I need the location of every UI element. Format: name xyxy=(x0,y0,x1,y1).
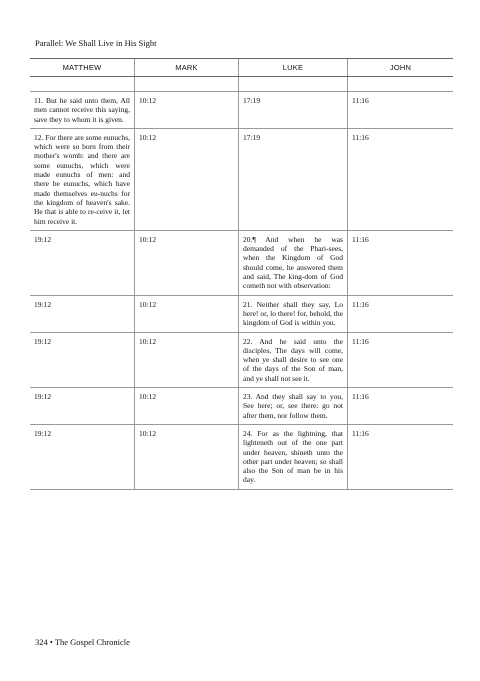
table-row xyxy=(30,332,453,387)
table-row xyxy=(30,128,453,230)
john-cell: 11:16 xyxy=(348,230,454,295)
luke-cell: 20.¶ And when he was demanded of the Phari-sees, when the Kingdom of God should come, he answered them and said, The king-dom of God cometh not with observation: xyxy=(239,230,348,295)
mark-cell: 10:12 xyxy=(135,230,239,295)
column-header-row xyxy=(30,59,453,77)
mark-cell: 10:12 xyxy=(135,92,239,129)
table-row xyxy=(30,92,453,129)
matthew-cell: 19:12 xyxy=(30,295,135,332)
parallel-table xyxy=(30,58,453,490)
luke-cell: 17:19 xyxy=(239,92,348,129)
matthew-cell: 12. For there are some eunuchs, which were so born from their mother's womb: and there are some eunuchs, which were made eunuchs of men: and there be eunuchs, which have made themselves eu-nuchs for the kingdom of heaven's sake. He that is able to re-ceive it, let him receive it. xyxy=(30,128,135,230)
table-row xyxy=(30,424,453,489)
column-header-john: JOHN xyxy=(348,59,454,77)
john-cell: 11:16 xyxy=(348,332,454,387)
john-cell: 11:16 xyxy=(348,295,454,332)
mark-cell: 10:12 xyxy=(135,424,239,489)
luke-cell: 17:19 xyxy=(239,128,348,230)
page-footer: 324 • The Gospel Chronicle xyxy=(35,637,130,647)
column-header-matthew: MATTHEW xyxy=(30,59,135,77)
john-cell: 11:16 xyxy=(348,128,454,230)
table-row xyxy=(30,388,453,425)
table-cell xyxy=(135,77,239,92)
luke-cell: 21. Neither shall they say, Lo here! or, lo there! for, behold, the kingdom of God is within you. xyxy=(239,295,348,332)
column-header-luke: LUKE xyxy=(239,59,348,77)
column-header-mark: MARK xyxy=(135,59,239,77)
john-cell: 11:16 xyxy=(348,424,454,489)
matthew-cell: 19:12 xyxy=(30,230,135,295)
luke-cell: 23. And they shall say to you, See here; or, see there: go not after them, nor follow them. xyxy=(239,388,348,425)
matthew-cell: 11. But he said unto them, All men cannot receive this saying, save they to whom it is given. xyxy=(30,92,135,129)
table-row xyxy=(30,295,453,332)
table-cell xyxy=(30,77,135,92)
table-row xyxy=(30,230,453,295)
matthew-cell: 19:12 xyxy=(30,388,135,425)
mark-cell: 10:12 xyxy=(135,128,239,230)
table-cell xyxy=(239,77,348,92)
table-cell xyxy=(348,77,454,92)
luke-cell: 22. And he said unto the disciples, The days will come, when ye shall desire to see one of the days of the Son of man, and ye shall not see it. xyxy=(239,332,348,387)
mark-cell: 10:12 xyxy=(135,388,239,425)
matthew-cell: 19:12 xyxy=(30,424,135,489)
matthew-cell: 19:12 xyxy=(30,332,135,387)
page-title: Parallel: We Shall Live in His Sight xyxy=(35,38,157,48)
luke-cell: 24. For as the lightning, that lighteneth out of the one part under heaven, shineth unto the other part under heaven; so shall also the Son of man be in his day. xyxy=(239,424,348,489)
john-cell: 11:16 xyxy=(348,92,454,129)
table-spacer-row xyxy=(30,77,453,92)
mark-cell: 10:12 xyxy=(135,295,239,332)
mark-cell: 10:12 xyxy=(135,332,239,387)
john-cell: 11:16 xyxy=(348,388,454,425)
